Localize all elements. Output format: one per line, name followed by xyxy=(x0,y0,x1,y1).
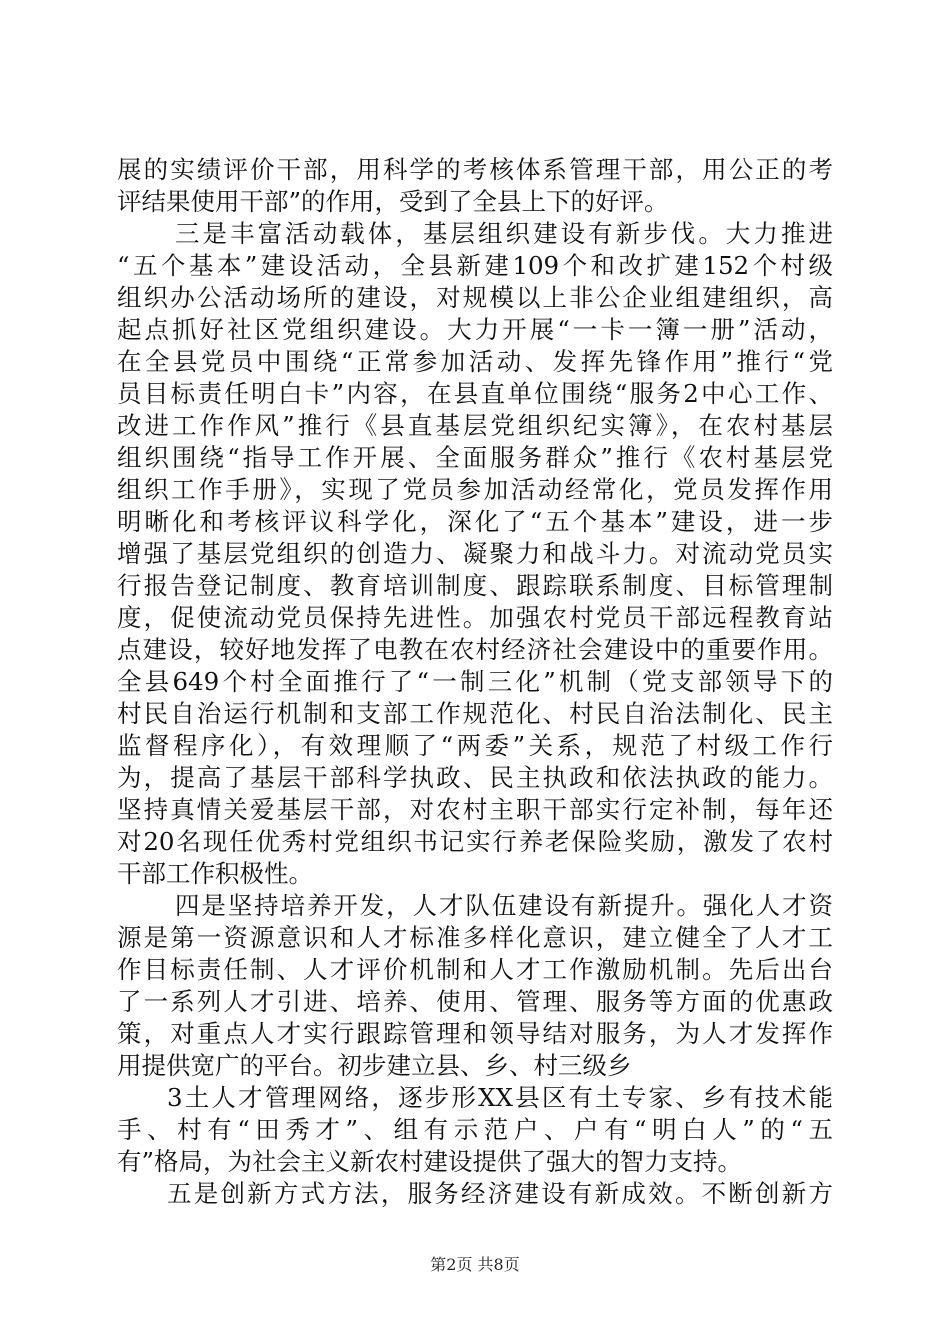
text-line: 度，促使流动党员保持先进性。加强农村党员干部远程教育站 xyxy=(117,603,833,632)
text-line: 在全县党员中围绕“正常参加活动、发挥先锋作用”推行“党 xyxy=(117,347,833,376)
text-line: 明晰化和考核评议科学化，深化了“五个基本”建设，进一步 xyxy=(117,507,833,536)
paragraph-start-line: 五是创新方式方法，服务经济建设有新成效。不断创新方 xyxy=(167,1179,833,1208)
text-line: 监督程序化），有效理顺了“两委”关系，规范了村级工作行 xyxy=(117,731,833,760)
text-line: 作目标责任制、人才评价机制和人才工作激励机制。先后出台 xyxy=(117,955,833,984)
page-footer: 第2页 共8页 xyxy=(430,1255,520,1274)
text-line: 点建设，较好地发挥了电教在农村经济社会建设中的重要作用。 xyxy=(117,635,833,664)
text-line: 组织围绕“指导工作开展、全面服务群众”推行《农村基层党 xyxy=(117,443,833,472)
text-line: 组织工作手册》，实现了党员参加活动经常化，党员发挥作用 xyxy=(117,475,833,504)
text-line: 有”格局，为社会主义新农村建设提供了强大的智力支持。 xyxy=(117,1147,743,1176)
text-line: 全县649个村全面推行了“一制三化”机制（党支部领导下的 xyxy=(117,667,833,696)
text-line: 为，提高了基层干部科学执政、民主执政和依法执政的能力。 xyxy=(117,763,833,792)
text-line: 干部工作积极性。 xyxy=(117,859,313,888)
text-line: 用提供宽广的平台。初步建立县、乡、村三级乡 xyxy=(117,1051,632,1080)
text-line: “五个基本”建设活动，全县新建109个和改扩建152个村级 xyxy=(117,251,833,280)
text-line: 对20名现任优秀村党组织书记实行养老保险奖励，激发了农村 xyxy=(117,827,833,856)
text-line: 增强了基层党组织的创造力、凝聚力和战斗力。对流动党员实 xyxy=(117,539,833,568)
text-line: 起点抓好社区党组织建设。大力开展“一卡一簿一册”活动， xyxy=(117,315,833,344)
text-line: 员目标责任明白卡”内容，在县直单位围绕“服务2中心工作、 xyxy=(117,379,833,408)
text-line: 坚持真情关爱基层干部，对农村主职干部实行定补制，每年还 xyxy=(117,795,833,824)
text-line: 手、村有“田秀才”、组有示范户、户有“明白人”的“五 xyxy=(117,1115,833,1144)
text-line: 村民自治运行机制和支部工作规范化、村民自治法制化、民主 xyxy=(117,699,833,728)
paragraph-start-line: 四是坚持培养开发，人才队伍建设有新提升。强化人才资 xyxy=(175,891,833,920)
text-line: 行报告登记制度、教育培训制度、跟踪联系制度、目标管理制 xyxy=(117,571,833,600)
text-line: 展的实绩评价干部，用科学的考核体系管理干部，用公正的考 xyxy=(117,155,833,184)
text-line: 了一系列人才引进、培养、使用、管理、服务等方面的优惠政 xyxy=(117,987,833,1016)
text-line: 评结果使用干部”的作用，受到了全县上下的好评。 xyxy=(117,187,669,216)
text-line: 源是第一资源意识和人才标准多样化意识，建立健全了人才工 xyxy=(117,923,833,952)
document-body xyxy=(117,154,833,1210)
text-line: 策，对重点人才实行跟踪管理和领导结对服务，为人才发挥作 xyxy=(117,1019,833,1048)
paragraph-start-line: 三是丰富活动载体，基层组织建设有新步伐。大力推进 xyxy=(175,219,833,248)
paragraph-start-line: 3土人才管理网络，逐步形XX县区有土专家、乡有技术能 xyxy=(167,1083,833,1112)
text-line: 组织办公活动场所的建设，对规模以上非公企业组建组织，高 xyxy=(117,283,833,312)
text-line: 改进工作作风”推行《县直基层党组织纪实簿》，在农村基层 xyxy=(117,411,833,440)
